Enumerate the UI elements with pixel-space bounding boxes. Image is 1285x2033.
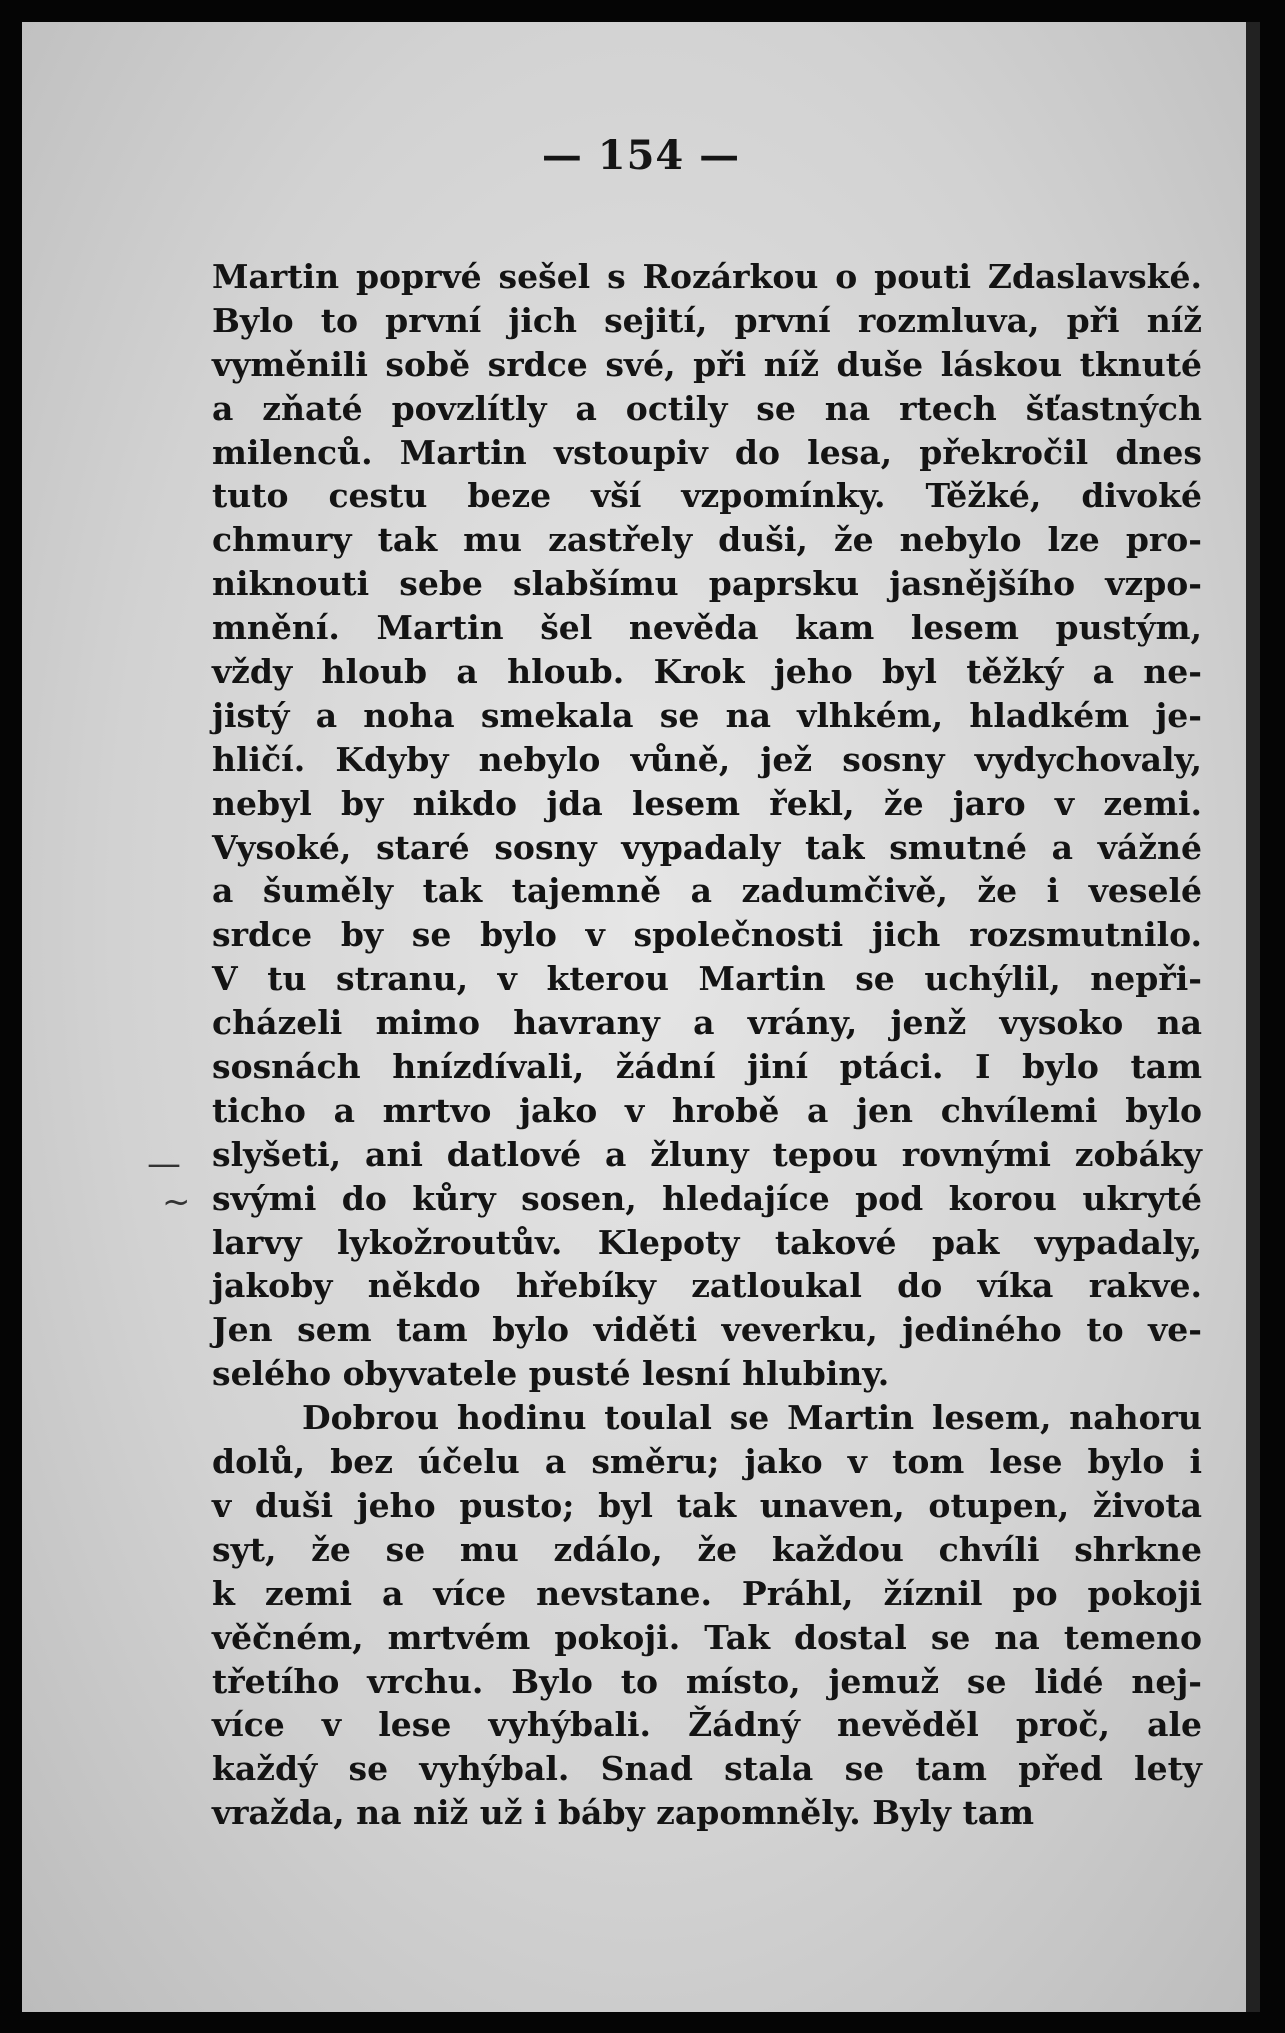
text-line: syt, že se mu zdálo, že každou chvíli shrkne bbox=[212, 1529, 1202, 1569]
book-page bbox=[22, 22, 1260, 2012]
body-text bbox=[212, 255, 1202, 1835]
text-line: cházeli mimo havrany a vrány, jenž vysoko na bbox=[212, 1003, 1202, 1043]
text-line: V tu stranu, v kterou Martin se uchýlil, nepři- bbox=[212, 959, 1202, 999]
text-line: Martin poprvé sešel s Rozárkou o pouti Zdaslavské. bbox=[212, 257, 1202, 296]
text-line: v duši jeho pusto; byl tak unaven, otupen, života bbox=[212, 1485, 1202, 1525]
text-line: milenců. Martin vstoupiv do lesa, překročil dnes bbox=[212, 432, 1202, 472]
text-line: vyměnili sobě srdce své, při níž duše láskou tknuté bbox=[212, 344, 1202, 384]
text-line: Jen sem tam bylo viděti veverku, jediného to ve- bbox=[212, 1310, 1202, 1350]
text-line: jistý a noha smekala se na vlhkém, hladkém je- bbox=[212, 695, 1202, 735]
page-number: — 154 — bbox=[541, 132, 741, 179]
text-line: tuto cestu beze vší vzpomínky. Těžké, divoké bbox=[212, 476, 1202, 516]
text-line: niknouti sebe slabšímu paprsku jasnějšího vzpo- bbox=[212, 564, 1202, 604]
text-line: a šuměly tak tajemně a zadumčivě, že i veselé bbox=[212, 871, 1202, 911]
page-edge-shadow bbox=[1246, 22, 1260, 2012]
text-line: nebyl by nikdo jda lesem řekl, že jaro v zemi. bbox=[212, 783, 1202, 823]
text-line: vražda, na niž už i báby zapomněly. Byly tam bbox=[212, 1793, 1035, 1833]
margin-mark-tilde: ~ bbox=[162, 1182, 191, 1222]
text-line: srdce by se bylo v společnosti jich rozsmutnilo. bbox=[212, 915, 1202, 955]
text-line: slyšeti, ani datlové a žluny tepou rovnými zobáky bbox=[212, 1134, 1202, 1174]
text-line: larvy lykožroutův. Klepoty takové pak vypadaly, bbox=[212, 1222, 1202, 1262]
text-line: ticho a mrtvo jako v hrobě a jen chvílemi bylo bbox=[212, 1090, 1202, 1130]
text-line: vždy hloub a hloub. Krok jeho byl těžký a ne- bbox=[212, 652, 1202, 692]
text-line: každý se vyhýbal. Snad stala se tam před lety bbox=[212, 1749, 1202, 1789]
text-line: svými do kůry sosen, hledajíce pod korou ukryté bbox=[212, 1178, 1202, 1218]
text-line: třetího vrchu. Bylo to místo, jemuž se lidé nej- bbox=[212, 1661, 1202, 1701]
text-line: chmury tak mu zastřely duši, že nebylo lze pro- bbox=[212, 520, 1202, 560]
text-line: selého obyvatele pusté lesní hlubiny. bbox=[212, 1354, 890, 1394]
text-line: Dobrou hodinu toulal se Martin lesem, nahoru bbox=[302, 1398, 1202, 1438]
text-line: sosnách hnízdívali, žádní jiní ptáci. I bylo tam bbox=[212, 1047, 1202, 1087]
margin-mark-dash: — bbox=[147, 1144, 181, 1184]
text-line: jakoby někdo hřebíky zatloukal do víka rakve. bbox=[212, 1266, 1202, 1306]
text-line: Bylo to první jich sejití, první rozmluva, při níž bbox=[212, 300, 1202, 340]
text-line: mnění. Martin šel nevěda kam lesem pustým, bbox=[212, 608, 1202, 648]
text-line: věčném, mrtvém pokoji. Tak dostal se na temeno bbox=[212, 1617, 1202, 1657]
text-line: dolů, bez účelu a směru; jako v tom lese bylo i bbox=[212, 1442, 1202, 1482]
text-line: Vysoké, staré sosny vypadaly tak smutné a vážné bbox=[212, 827, 1202, 867]
text-line: více v lese vyhýbali. Žádný nevěděl proč, ale bbox=[212, 1705, 1202, 1745]
text-line: hličí. Kdyby nebylo vůně, jež sosny vydychovaly, bbox=[212, 739, 1202, 779]
text-line: a zňaté povzlítly a octily se na rtech šťastných bbox=[212, 388, 1202, 428]
text-line: k zemi a více nevstane. Práhl, žíznil po pokoji bbox=[212, 1573, 1202, 1613]
